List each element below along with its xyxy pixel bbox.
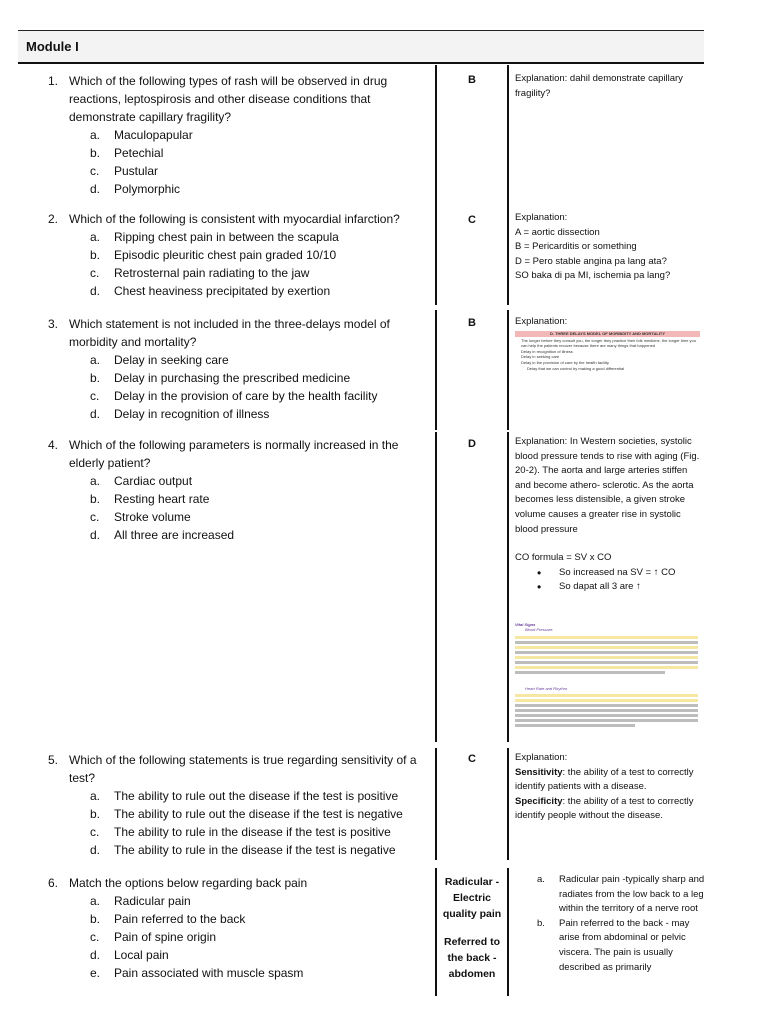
explanation — [515, 435, 705, 595]
question-4 — [48, 436, 428, 544]
explanation-item — [515, 917, 705, 975]
question-stem: Which of the following types of rash will be observed in drug reactions, leptospirosis and other disease conditions that demonstrate capillary fragility? — [69, 74, 388, 124]
excerpt-line — [515, 694, 698, 697]
excerpt-line — [515, 661, 698, 664]
option-letter: c. — [90, 930, 100, 944]
specificity-definition — [515, 795, 705, 824]
option — [90, 228, 428, 246]
option-letter: a. — [90, 474, 101, 488]
option-letter: e. — [90, 966, 101, 980]
option-letter: d. — [90, 843, 101, 857]
excerpt-line — [515, 651, 698, 654]
option-letter: b. — [90, 912, 101, 926]
column-divider-right — [507, 310, 509, 430]
option-letter: c. — [90, 825, 100, 839]
option — [90, 946, 428, 964]
question-number: 4. — [48, 438, 59, 452]
excerpt-line — [515, 656, 698, 659]
question-number: 1. — [48, 74, 59, 88]
answer-key: C — [468, 214, 476, 226]
question-3 — [48, 315, 428, 423]
option — [90, 805, 428, 823]
excerpt-line — [515, 724, 635, 727]
option-text: Delay in recognition of illness — [114, 407, 270, 421]
explanation-line: D = Pero stable angina pa lang ata? — [515, 255, 667, 267]
explanation-list — [515, 873, 705, 975]
option-letter: d. — [90, 948, 101, 962]
option-text: Resting heart rate — [114, 492, 210, 506]
excerpt-line — [515, 636, 698, 639]
explanation-intro: Explanation: — [515, 752, 568, 763]
option-text: Cardiac output — [114, 474, 193, 488]
excerpt-subheading: Blood Pressure. — [525, 627, 554, 632]
option — [90, 144, 428, 162]
question-number: 3. — [48, 317, 59, 331]
item-text: Pain referred to the back - may arise from abdominal or pelvic viscera. The pain is usually described as primarily — [559, 917, 690, 973]
option — [90, 928, 428, 946]
answer-match: Radicular - Electric quality pain — [442, 876, 502, 920]
option — [90, 180, 428, 198]
excerpt-line — [515, 699, 698, 702]
explanation-bullet: • So increased na SV = ↑ CO — [515, 566, 705, 581]
option-text: Maculopapular — [114, 128, 193, 142]
option — [90, 508, 428, 526]
column-divider-right — [507, 868, 509, 996]
question-stem: Which of the following is consistent with myocardial infarction? — [69, 212, 400, 226]
thumbnail-line: Delay in the provision of care by the health facility — [521, 359, 609, 365]
option — [90, 964, 428, 982]
option-letter: c. — [90, 510, 100, 524]
option-text: The ability to rule in the disease if the test is positive — [114, 825, 391, 839]
option-text: The ability to rule out the disease if the test is negative — [114, 807, 403, 821]
explanation-text: Explanation: In Western societies, systolic blood pressure tends to rise with aging (Fig. 20-2). The aorta and large arteries stiffen and become athero- sclerotic. As the aorta becomes less distensible, a given stroke volume causes a greater rise in systolic blood pressure — [515, 436, 700, 535]
excerpt-heading: Vital Signs — [515, 622, 536, 627]
option-letter: d. — [90, 528, 101, 542]
column-divider-left — [435, 748, 437, 860]
option-text: Delay in seeking care — [114, 353, 229, 367]
option-text: Pain referred to the back — [114, 912, 246, 926]
option-letter: a. — [90, 789, 101, 803]
answer-key: C — [468, 753, 476, 765]
explanation: Explanation: — [515, 316, 568, 327]
question-6 — [48, 874, 428, 982]
option — [90, 126, 428, 144]
item-text: Radicular pain -typically sharp and radiates from the low back to a leg within the territory of a nerve root — [559, 874, 705, 915]
option-text: Pustular — [114, 164, 159, 178]
question-number: 2. — [48, 212, 59, 226]
textbook-excerpt-thumbnail — [515, 622, 700, 734]
option-letter: b. — [90, 492, 101, 506]
option-text: Retrosternal pain radiating to the jaw — [114, 266, 310, 280]
option — [90, 823, 428, 841]
option-text: The ability to rule in the disease if the test is negative — [114, 843, 396, 857]
sensitivity-definition — [515, 766, 705, 795]
option-text: Chest heaviness precipitated by exertion — [114, 284, 331, 298]
option-letter: b. — [90, 807, 101, 821]
option — [90, 162, 428, 180]
option-letter: a. — [90, 353, 101, 367]
item-letter: a. — [537, 874, 545, 885]
explanation-line: B = Pericarditis or something — [515, 241, 637, 253]
thumbnail-line: Delay in seeking care — [521, 354, 560, 360]
explanation-item — [515, 873, 705, 917]
explanation-bullet: • So dapat all 3 are ↑ — [515, 580, 705, 595]
option-letter: b. — [90, 248, 101, 262]
thumbnail-line: The longer before they consult you, the longer they practice their folk medicine, the longer time you can help the patients recover because there are many things that happened — [521, 337, 696, 349]
question-stem: Which of the following parameters is normally increased in the elderly patient? — [69, 438, 399, 470]
option — [90, 892, 428, 910]
column-divider-right — [507, 65, 509, 305]
option-text: Pain of spine origin — [114, 930, 217, 944]
option-text: Ripping chest pain in between the scapula — [114, 230, 339, 244]
answer-key: B — [468, 317, 476, 329]
option — [90, 472, 428, 490]
excerpt-line — [515, 704, 698, 707]
option-text: Pain associated with muscle spasm — [114, 966, 304, 980]
column-divider-left — [435, 432, 437, 742]
option — [90, 264, 428, 282]
excerpt-line — [515, 641, 698, 644]
option — [90, 526, 428, 544]
excerpt-line — [515, 719, 698, 722]
option — [90, 282, 428, 300]
thumbnail-line: Delay in recognition of illness — [521, 348, 573, 354]
option-letter: c. — [90, 266, 100, 280]
option — [90, 246, 428, 264]
thumbnail-line: Delay that we can control by making a good differential — [527, 365, 625, 371]
column-divider-right — [507, 432, 509, 742]
option-text: Petechial — [114, 146, 164, 160]
notes-screenshot-thumbnail — [515, 331, 700, 395]
question-number: 6. — [48, 876, 59, 890]
spacer — [440, 922, 504, 934]
option-letter: d. — [90, 407, 101, 421]
sensitivity-term: Sensitivity — [515, 766, 563, 778]
answer-key: D — [468, 438, 476, 450]
question-stem: Which statement is not included in the three-delays model of morbidity and mortality? — [69, 317, 390, 349]
option — [90, 787, 428, 805]
question-5 — [48, 751, 428, 859]
module-header — [18, 30, 704, 64]
option-text: Delay in purchasing the prescribed medicine — [114, 371, 351, 385]
option-letter: a. — [90, 894, 101, 908]
option — [90, 387, 428, 405]
option-letter: b. — [90, 146, 101, 160]
option-letter: d. — [90, 182, 101, 196]
option-letter: d. — [90, 284, 101, 298]
question-stem: Which of the following statements is true regarding sensitivity of a test? — [69, 753, 417, 785]
option — [90, 369, 428, 387]
option-text: The ability to rule out the disease if the test is positive — [114, 789, 399, 803]
column-divider-left — [435, 868, 437, 996]
question-1 — [48, 72, 428, 198]
option — [90, 490, 428, 508]
excerpt-line — [515, 714, 698, 717]
excerpt-line — [515, 666, 698, 669]
column-divider-right — [507, 748, 509, 860]
explanation: Explanation: dahil demonstrate capillary fragility? — [515, 73, 683, 99]
excerpt-subheading: Heart Rate and Rhythm. — [525, 686, 569, 691]
module-title: Module I — [26, 39, 79, 54]
answer-match: Referred to the back - abdomen — [443, 936, 500, 980]
option-text: All three are increased — [114, 528, 235, 542]
option — [90, 405, 428, 423]
option-letter: a. — [90, 128, 101, 142]
question-2 — [48, 210, 428, 300]
co-formula: CO formula = SV x CO — [515, 552, 612, 564]
option-text: Episodic pleuritic chest pain graded 10/10 — [114, 248, 337, 262]
answer-key: B — [468, 74, 476, 86]
option — [90, 841, 428, 859]
item-letter: b. — [537, 917, 545, 929]
explanation — [515, 751, 705, 824]
column-divider-left — [435, 310, 437, 430]
explanation-line: Explanation: — [515, 212, 568, 223]
spacer — [515, 537, 705, 551]
excerpt-line — [515, 646, 698, 649]
option — [90, 351, 428, 369]
option-letter: c. — [90, 389, 100, 403]
question-number: 5. — [48, 753, 59, 767]
explanation-line: A = aortic dissection — [515, 226, 600, 238]
specificity-term: Specificity — [515, 795, 563, 807]
specificity-text: : the ability of a test to correctly identify people without the disease. — [515, 795, 694, 822]
option-text: Stroke volume — [114, 510, 191, 524]
option-letter: a. — [90, 230, 101, 244]
answer-key — [440, 874, 504, 982]
option-letter: b. — [90, 371, 101, 385]
option-text: Polymorphic — [114, 182, 181, 196]
option-text: Radicular pain — [114, 894, 191, 908]
option-letter: c. — [90, 164, 100, 178]
excerpt-line — [515, 709, 698, 712]
explanation-line: SO baka di pa MI, ischemia pa lang? — [515, 270, 671, 282]
option-text: Delay in the provision of care by the health facility — [114, 389, 378, 403]
column-divider-left — [435, 65, 437, 305]
option-text: Local pain — [114, 948, 169, 962]
thumbnail-heading: D. THREE DELAYS MODEL OF MORBIDITY AND MORTALITY — [515, 331, 700, 337]
question-stem: Match the options below regarding back pain — [69, 876, 308, 890]
excerpt-line — [515, 671, 665, 674]
option — [90, 910, 428, 928]
sensitivity-text: : the ability of a test to correctly identify patients with a disease. — [515, 766, 694, 793]
explanation — [515, 211, 705, 284]
